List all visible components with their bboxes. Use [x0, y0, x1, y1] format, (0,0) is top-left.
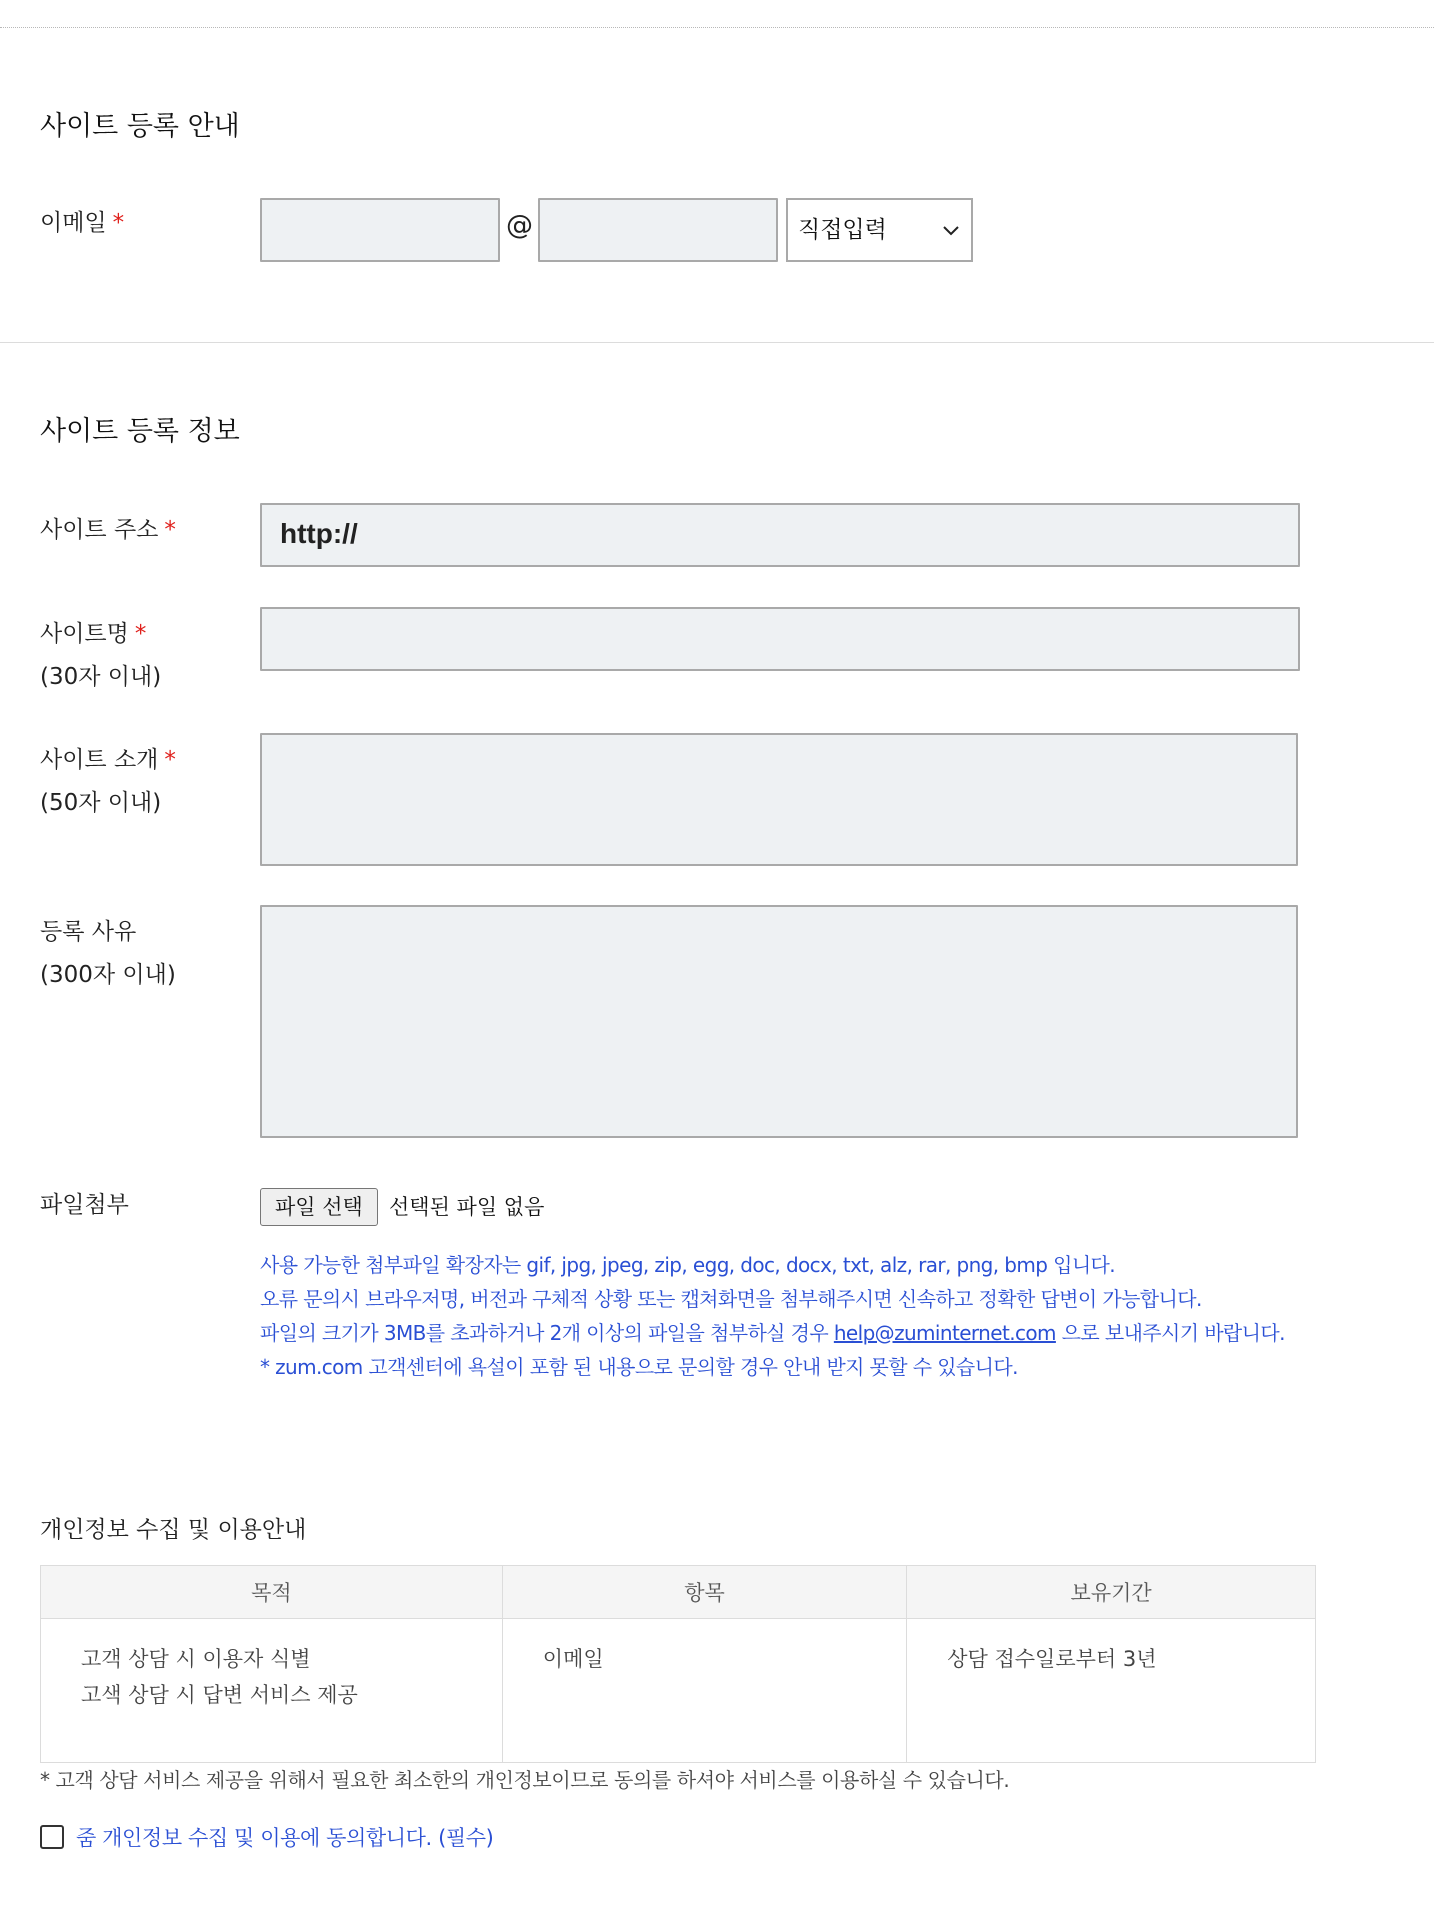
required-mark: *	[164, 747, 176, 773]
note-line-extensions: 사용 가능한 첨부파일 확장자는 gif, jpg, jpeg, zip, egg, doc, docx, txt, alz, rar, png, bmp 입니다.	[260, 1253, 1116, 1277]
site-intro-limit: (50자 이내)	[40, 790, 162, 816]
attach-label: 파일첨부	[40, 1192, 129, 1218]
attachment-notes	[260, 1248, 1285, 1384]
privacy-footnote: * 고객 상담 서비스 제공을 위해서 필요한 최소한의 개인정보이므로 동의를 하셔야 서비스를 이용하실 수 있습니다.	[40, 1768, 1010, 1792]
reason-label: 등록 사유	[40, 919, 137, 945]
required-mark: *	[164, 517, 176, 543]
email-domain-input[interactable]	[538, 198, 778, 262]
reason-limit: (300자 이내)	[40, 962, 176, 988]
note-line-browser-info: 오류 문의시 브라우저명, 버전과 구체적 상황 또는 캡쳐화면을 첨부해주시면 신속하고 정확한 답변이 가능합니다.	[260, 1287, 1202, 1311]
email-domain-select-value: 직접입력	[798, 217, 887, 243]
site-intro-textarea[interactable]	[260, 733, 1298, 866]
site-intro-label-text: 사이트 소개	[40, 747, 159, 773]
cell-items	[502, 1619, 906, 1763]
email-id-input[interactable]	[260, 198, 500, 262]
email-label-text: 이메일	[40, 210, 107, 236]
privacy-table	[40, 1565, 1316, 1763]
purpose-line-1: 고객 상담 시 이용자 식별	[81, 1647, 311, 1671]
site-url-label-text: 사이트 주소	[40, 517, 159, 543]
header-retention: 보유기간	[907, 1566, 1316, 1619]
header-purpose: 목적	[41, 1566, 503, 1619]
at-sign: @	[506, 210, 533, 241]
required-mark: *	[134, 621, 147, 647]
cell-purpose	[41, 1619, 503, 1763]
site-name-input[interactable]	[260, 607, 1300, 671]
note-size-prefix: 파일의 크기가 3MB를 초과하거나 2개 이상의 파일을 첨부하실 경우	[260, 1321, 834, 1345]
note-line-size-limit	[260, 1316, 1285, 1350]
top-dotted-divider	[0, 27, 1434, 28]
purpose-line-2: 고색 상담 시 답변 서비스 제공	[81, 1683, 358, 1707]
required-mark: *	[112, 210, 125, 236]
header-items: 항목	[502, 1566, 906, 1619]
note-line-abuse-warning: * zum.com 고객센터에 욕설이 포함 된 내용으로 문의할 경우 안내 받지 못할 수 있습니다.	[260, 1355, 1018, 1379]
section-title-registration-info: 사이트 등록 정보	[40, 416, 240, 447]
reason-textarea[interactable]	[260, 905, 1298, 1138]
email-label	[40, 202, 124, 245]
table-header-row	[41, 1566, 1316, 1619]
retention-value: 상담 접수일로부터 3년	[947, 1647, 1157, 1671]
items-value: 이메일	[542, 1647, 604, 1671]
privacy-section-title: 개인정보 수집 및 이용안내	[40, 1517, 307, 1543]
privacy-agree-checkbox[interactable]	[40, 1825, 64, 1849]
section-divider	[0, 342, 1434, 343]
privacy-agree-label[interactable]: 줌 개인정보 수집 및 이용에 동의합니다. (필수)	[76, 1826, 494, 1850]
section-title-registration-guide: 사이트 등록 안내	[40, 111, 240, 142]
privacy-agree-row[interactable]	[40, 1820, 493, 1854]
email-domain-select[interactable]	[786, 198, 973, 262]
chevron-down-icon	[939, 200, 963, 260]
file-status-text: 선택된 파일 없음	[389, 1195, 545, 1219]
site-name-limit: (30자 이내)	[40, 664, 162, 690]
note-size-suffix: 으로 보내주시기 바랍니다.	[1055, 1321, 1285, 1345]
table-row	[41, 1619, 1316, 1763]
site-name-label	[40, 613, 146, 656]
site-url-label	[40, 509, 176, 552]
site-url-input[interactable]: http://	[260, 503, 1300, 567]
help-email-link[interactable]: help@zuminternet.com	[833, 1321, 1056, 1345]
site-name-label-text: 사이트명	[40, 621, 129, 647]
site-intro-label	[40, 739, 176, 782]
file-select-button[interactable]: 파일 선택	[260, 1188, 378, 1226]
cell-retention	[907, 1619, 1316, 1763]
